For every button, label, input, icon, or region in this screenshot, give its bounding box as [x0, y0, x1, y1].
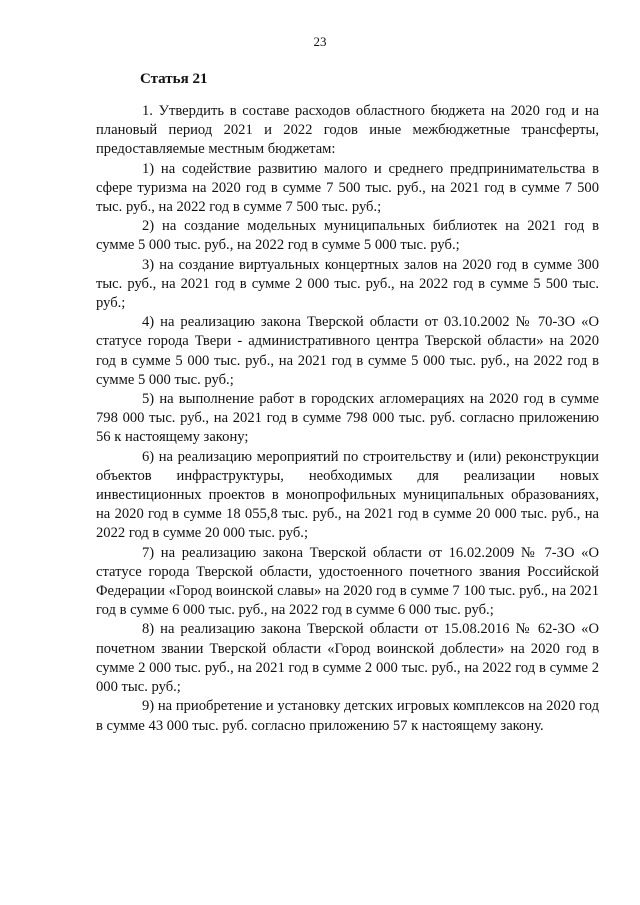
page-number: 23	[313, 34, 327, 49]
paragraph-item-6: 6) на реализацию мероприятий по строительству и (или) реконструкции объектов инфраструктуры, необходимых для реализации новых инвестиционных проектов в монопрофильных муниципальных образованиях, на 2020 год в сумме 18 055,8 тыс. руб., на 2021 год в сумме 20 000 тыс. руб., на 2022 год в сумме 20 000 тыс. руб.;	[96, 448, 599, 542]
paragraph-intro: 1. Утвердить в составе расходов областного бюджета на 2020 год и на плановый период 2021 и 2022 годов иные межбюджетные трансферты, предоставляемые местным бюджетам:	[96, 103, 599, 158]
paragraph-item-7: 7) на реализацию закона Тверской области от 16.02.2009 № 7-ЗО «О статусе города Тверской области, удостоенного почетного звания Российской Федерации «Город воинской славы» на 2020 год в сумме 7 100 тыс. руб., на 2021 год в сумме 6 000 тыс. руб., на 2022 год в сумме 6 000 тыс. руб.;	[96, 544, 599, 619]
article-title: Статья 21	[140, 71, 208, 87]
paragraph-item-2: 2) на создание модельных муниципальных библиотек на 2021 год в сумме 5 000 тыс. руб., на 2022 год в сумме 5 000 тыс. руб.;	[96, 218, 599, 254]
paragraph-item-5: 5) на выполнение работ в городских агломерациях на 2020 год в сумме 798 000 тыс. руб., на 2021 год в сумме 798 000 тыс. руб. согласно приложению 56 к настоящему закону;	[96, 391, 599, 446]
paragraph-item-8: 8) на реализацию закона Тверской области от 15.08.2016 № 62-ЗО «О почетном звании Тверской области «Город воинской доблести» на 2020 год в сумме 2 000 тыс. руб., на 2021 год в сумме 2 000 тыс. руб., на 2022 год в сумме 2 000 тыс. руб.;	[96, 621, 599, 696]
article-body	[96, 102, 599, 736]
paragraph-item-9: 9) на приобретение и установку детских игровых комплексов на 2020 год в сумме 43 000 тыс. руб. согласно приложению 57 к настоящему закону.	[96, 698, 599, 734]
paragraph-item-1: 1) на содействие развитию малого и среднего предпринимательства в сфере туризма на 2020 год в сумме 7 500 тыс. руб., на 2021 год в сумме 7 500 тыс. руб., на 2022 год в сумме 7 500 тыс. руб.;	[96, 160, 599, 216]
paragraph-item-3: 3) на создание виртуальных концертных залов на 2020 год в сумме 300 тыс. руб., на 2021 год в сумме 2 000 тыс. руб., на 2022 год в сумме 5 500 тыс. руб.;	[96, 256, 599, 312]
paragraph-item-4: 4) на реализацию закона Тверской области от 03.10.2002 № 70-ЗО «О статусе города Твери - административного центра Тверской области» на 2020 год в сумме 5 000 тыс. руб., на 2021 год в сумме 5 000 тыс. руб., на 2022 год в сумме 5 000 тыс. руб.;	[96, 314, 599, 388]
